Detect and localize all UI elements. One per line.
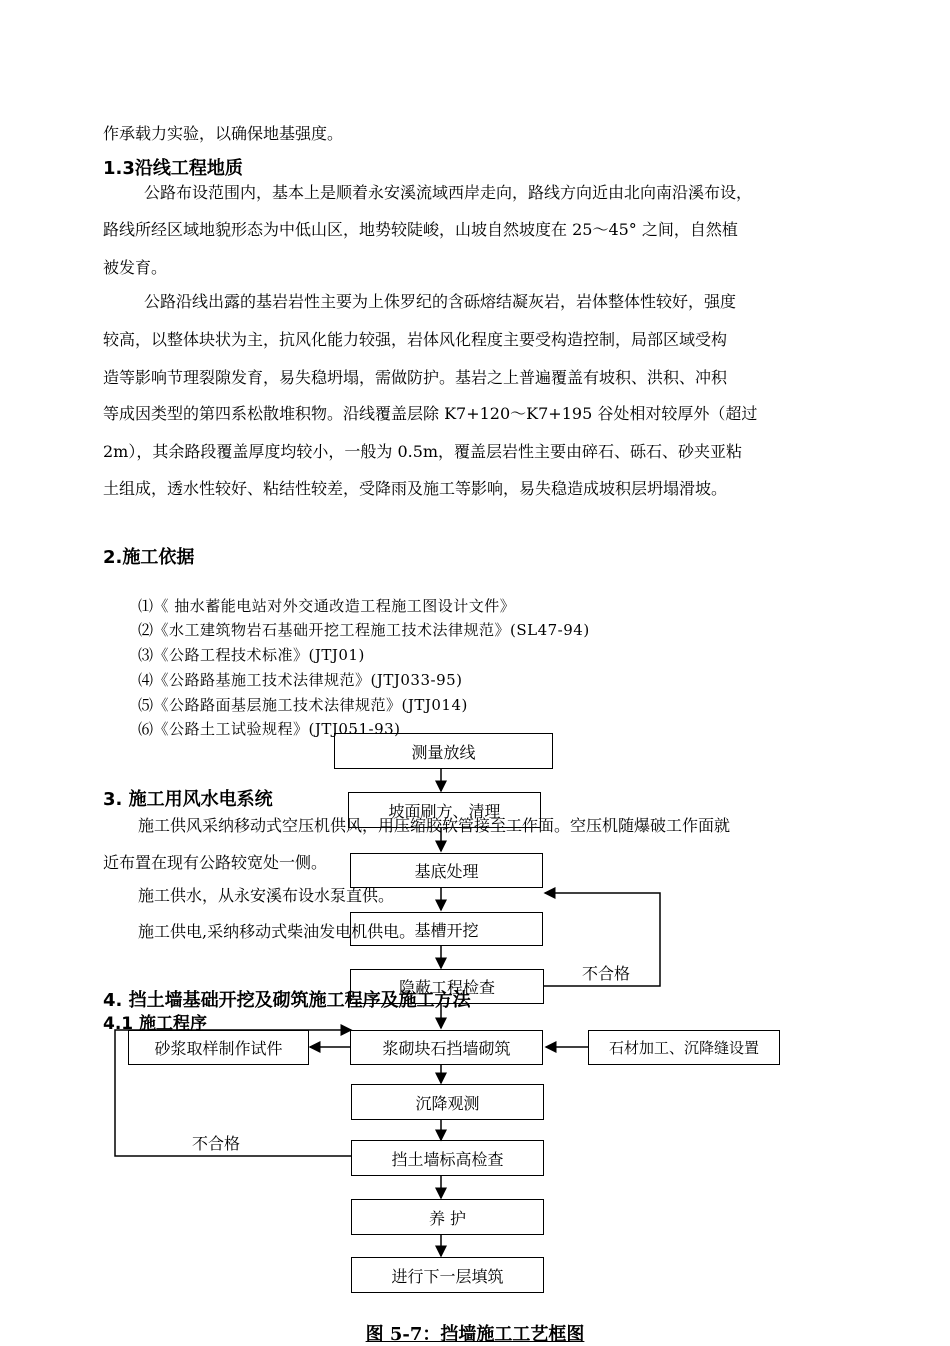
flow-step-trench-excavation xyxy=(350,912,543,946)
flow-step-concealed-inspection xyxy=(350,969,544,1004)
flow-step-label: 石材加工、沉降缝设置 xyxy=(608,1039,759,1057)
flow-side-stone-processing xyxy=(588,1030,780,1065)
paragraph-line: 施工供风采纳移动式空压机供风，用压缩胶软管接至工作面。空压机随爆破工作面就 xyxy=(138,816,731,835)
figure-caption xyxy=(0,1320,950,1346)
flow-step-slope-trim xyxy=(348,792,541,828)
flow-step-label: 砂浆取样制作试件 xyxy=(154,1039,283,1058)
paragraph-line: 等成因类型的第四系松散堆积物。沿线覆盖层除 K7+120～K7+195 谷处相对较厚外（超过 xyxy=(103,404,758,423)
paragraph-line: 作承载力实验，以确保地基强度。 xyxy=(103,124,344,143)
paragraph-line: 施工供水，从永安溪布设水泵直供。 xyxy=(138,886,395,905)
flow-step-label: 挡土墙标高检查 xyxy=(391,1149,504,1169)
reference-item: ⑴《 抽水蓄能电站对外交通改造工程施工图设计文件》 xyxy=(138,597,516,615)
reference-item: ⑹《公路土工试验规程》(JTJ051-93) xyxy=(138,720,401,738)
paragraph-line: 近布置在现有公路较宽处一侧。 xyxy=(103,853,328,872)
reference-item: ⑷《公路路基施工技术法律规范》(JTJ033-95) xyxy=(138,671,463,689)
flow-step-label: 进行下一层填筑 xyxy=(391,1266,504,1286)
reference-item: ⑶《公路工程技术标准》(JTJ01) xyxy=(138,646,365,664)
flow-step-label: 沉降观测 xyxy=(415,1093,480,1113)
flow-step-label: 坡面刷方、清理 xyxy=(388,801,501,821)
paragraph-line: 2m），其余路段覆盖厚度均较小，一般为 0.5m，覆盖层岩性主要由碎石、砾石、砂夹亚粘 xyxy=(103,442,743,461)
paragraph-line: 土组成，透水性较好、粘结性较差，受降雨及施工等影响，易失稳造成坡积层坍塌滑坡。 xyxy=(103,479,728,498)
flow-step-label: 养 护 xyxy=(428,1208,467,1228)
paragraph-line: 施工供电,采纳移动式柴油发电机供电。 xyxy=(138,922,416,941)
flow-side-mortar-sampling xyxy=(128,1030,309,1065)
flow-step-label: 隐蔽工程检查 xyxy=(398,978,495,997)
figure-caption-text: 图 5-7：挡墙施工工艺框图 xyxy=(365,1324,585,1345)
reject-label: 不合格 xyxy=(582,964,631,983)
flow-step-next-layer xyxy=(351,1257,544,1293)
reference-item: ⑵《水工建筑物岩石基础开挖工程施工技术法律规范》(SL47-94) xyxy=(138,621,590,639)
paragraph-line: 路线所经区域地貌形态为中低山区，地势较陡峻，山坡自然坡度在 25～45° 之间，自然植 xyxy=(103,220,738,239)
paragraph-line: 被发育。 xyxy=(103,258,168,277)
flow-step-settlement-observation xyxy=(351,1084,544,1120)
reject-label: 不合格 xyxy=(192,1134,241,1153)
paragraph-line: 较高，以整体块状为主，抗风化能力较强，岩体风化程度主要受构造控制，局部区域受构 xyxy=(103,330,728,349)
section-heading-1-3: 1.3沿线工程地质 xyxy=(103,158,243,179)
section-heading-4-1: 4.1 施工程序 xyxy=(103,1014,208,1034)
flow-step-elevation-check xyxy=(351,1140,544,1176)
flow-step-base-treatment xyxy=(350,853,543,888)
paragraph-line: 公路沿线出露的基岩岩性主要为上侏罗纪的含砾熔结凝灰岩，岩体整体性较好，强度 xyxy=(144,292,737,311)
flow-step-masonry xyxy=(350,1030,543,1065)
reference-item: ⑸《公路路面基层施工技术法律规范》(JTJ014) xyxy=(138,696,468,714)
flow-step-label: 基槽开挖 xyxy=(414,920,479,940)
section-heading-3: 3. 施工用风水电系统 xyxy=(103,789,273,810)
flow-step-label: 测量放线 xyxy=(411,742,476,762)
flow-step-survey xyxy=(334,733,553,769)
flow-step-label: 浆砌块石挡墙砌筑 xyxy=(382,1039,511,1058)
flow-step-curing xyxy=(351,1199,544,1235)
section-heading-2: 2.施工依据 xyxy=(103,547,195,568)
paragraph-line: 公路布设范围内，基本上是顺着永安溪流域西岸走向，路线方向近由北向南沿溪布设， xyxy=(144,183,753,202)
paragraph-line: 造等影响节理裂隙发育，易失稳坍塌，需做防护。基岩之上普遍覆盖有坡积、洪积、冲积 xyxy=(103,368,728,387)
section-heading-4: 4. 挡土墙基础开挖及砌筑施工程序及施工方法 xyxy=(103,990,471,1011)
flow-step-label: 基底处理 xyxy=(414,862,479,881)
